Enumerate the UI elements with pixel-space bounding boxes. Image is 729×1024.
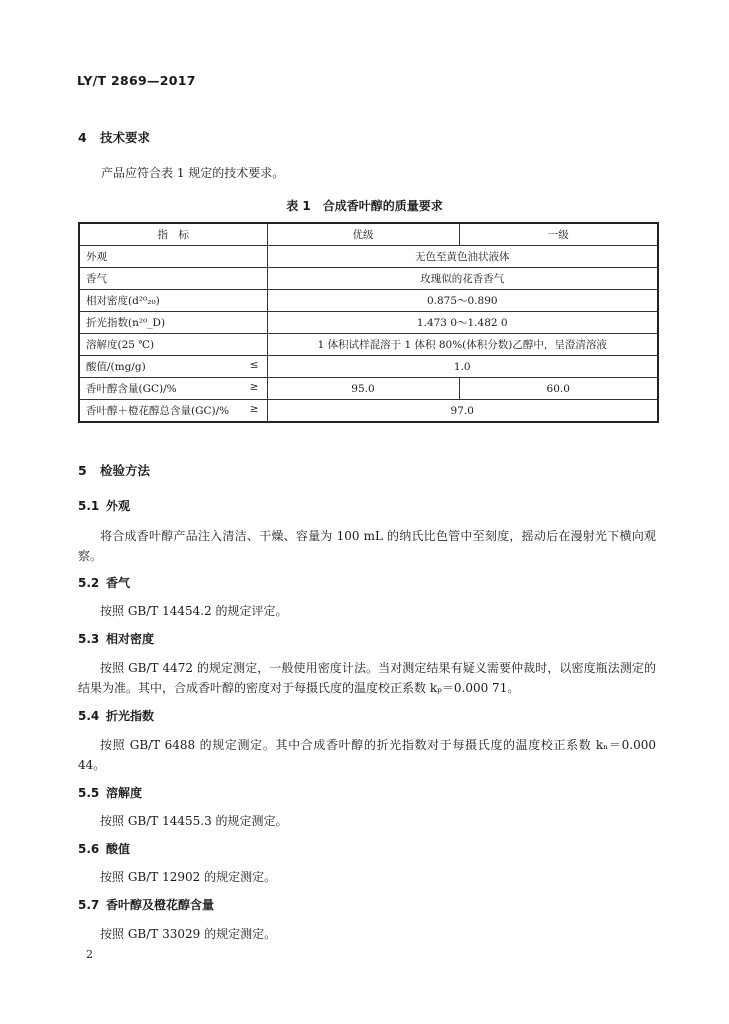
subsection-heading <box>78 574 130 591</box>
subsection-heading <box>78 497 130 514</box>
header-item: 指 标 <box>79 223 267 246</box>
subsection-title: 酸值 <box>106 842 131 856</box>
table-header-row <box>79 223 658 246</box>
row-item-cell <box>79 378 267 400</box>
section-4-heading <box>78 128 150 146</box>
subsection-title: 溶解度 <box>106 786 143 800</box>
table-row <box>79 378 658 400</box>
subsection-text: 按照 GB/T 14454.2 的规定评定。 <box>100 604 288 618</box>
subsection-title: 外观 <box>106 499 131 513</box>
subsection-text: 按照 GB/T 12902 的规定测定。 <box>100 870 277 884</box>
subsection-heading <box>78 630 154 647</box>
table-row <box>79 246 658 268</box>
table-row <box>79 400 658 423</box>
section-5-heading <box>78 461 150 479</box>
subsection-text: 按照 GB/T 4472 的规定测定，一般使用密度计法。当对测定结果有疑义需要仲裁时，以密度瓶法测定的结果为准。其中，合成香叶醇的密度对于每摄氏度的温度校正系数 kₚ＝0.000 71。 <box>78 661 656 695</box>
row-value: 0.875～0.890 <box>267 290 658 312</box>
subsection-text: 将合成香叶醇产品注入清洁、干燥、容量为 100 mL 的纳氏比色管中至刻度，摇动后在漫射光下横向观察。 <box>78 529 656 563</box>
subsection-text: 按照 GB/T 33029 的规定测定。 <box>100 927 277 941</box>
subsection-heading <box>78 840 130 857</box>
section-title: 检验方法 <box>100 463 151 478</box>
row-value-first: 60.0 <box>459 378 658 400</box>
table-row <box>79 312 658 334</box>
quality-requirements-table <box>78 222 659 423</box>
table-row <box>79 268 658 290</box>
subsection-number: 5.1 <box>78 499 100 513</box>
header-grade-first: 一级 <box>459 223 658 246</box>
row-item: 溶解度(25 ℃) <box>79 334 267 356</box>
subsection-number: 5.5 <box>78 786 100 800</box>
subsection-title: 相对密度 <box>106 632 155 646</box>
row-item: 折光指数(n²⁰_D) <box>79 312 267 334</box>
comparison-symbol: ≥ <box>249 381 259 393</box>
row-item-cell <box>79 400 267 423</box>
row-item: 香叶醇含量(GC)/% <box>86 383 177 395</box>
subsection-heading <box>78 784 142 801</box>
table-row <box>79 334 658 356</box>
row-value: 97.0 <box>267 400 658 423</box>
row-item: 香叶醇＋橙花醇总含量(GC)/% <box>86 405 230 417</box>
row-value: 1.473 0～1.482 0 <box>267 312 658 334</box>
header-grade-superior: 优级 <box>267 223 459 246</box>
row-value: 1 体积试样混溶于 1 体积 80%(体积分数)乙醇中，呈澄清溶液 <box>267 334 658 356</box>
table-caption: 表 1 合成香叶醇的质量要求 <box>286 199 443 213</box>
subsection-number: 5.4 <box>78 709 100 723</box>
row-item: 外观 <box>79 246 267 268</box>
row-value-superior: 95.0 <box>267 378 459 400</box>
section-4-intro: 产品应符合表 1 规定的技术要求。 <box>101 166 285 180</box>
subsection-title: 香叶醇及橙花醇含量 <box>106 898 215 912</box>
row-value: 无色至黄色油状液体 <box>267 246 658 268</box>
row-item: 相对密度(d²⁰₂₀) <box>79 290 267 312</box>
subsection-number: 5.3 <box>78 632 100 646</box>
section-title: 技术要求 <box>100 130 151 145</box>
subsection-heading <box>78 896 214 913</box>
row-value: 1.0 <box>267 356 658 378</box>
page-number: 2 <box>86 948 93 961</box>
comparison-symbol: ≤ <box>249 359 259 371</box>
subsection-title: 香气 <box>106 576 131 590</box>
subsection-number: 5.2 <box>78 576 100 590</box>
subsection-text: 按照 GB/T 6488 的规定测定。其中合成香叶醇的折光指数对于每摄氏度的温度校正系数 kₙ＝0.000 44。 <box>78 738 656 772</box>
subsection-title: 折光指数 <box>106 709 155 723</box>
section-number: 4 <box>78 130 87 145</box>
subsection-heading <box>78 707 154 724</box>
section-number: 5 <box>78 463 87 478</box>
row-value: 玫瑰似的花香香气 <box>267 268 658 290</box>
row-item: 酸值/(mg/g) <box>86 361 146 373</box>
comparison-symbol: ≥ <box>249 403 259 415</box>
row-item: 香气 <box>79 268 267 290</box>
subsection-number: 5.6 <box>78 842 100 856</box>
subsection-number: 5.7 <box>78 898 100 912</box>
subsection-text: 按照 GB/T 14455.3 的规定测定。 <box>100 814 288 828</box>
standard-code-header: LY/T 2869—2017 <box>77 73 196 88</box>
table-row <box>79 290 658 312</box>
row-item-cell <box>79 356 267 378</box>
table-row <box>79 356 658 378</box>
